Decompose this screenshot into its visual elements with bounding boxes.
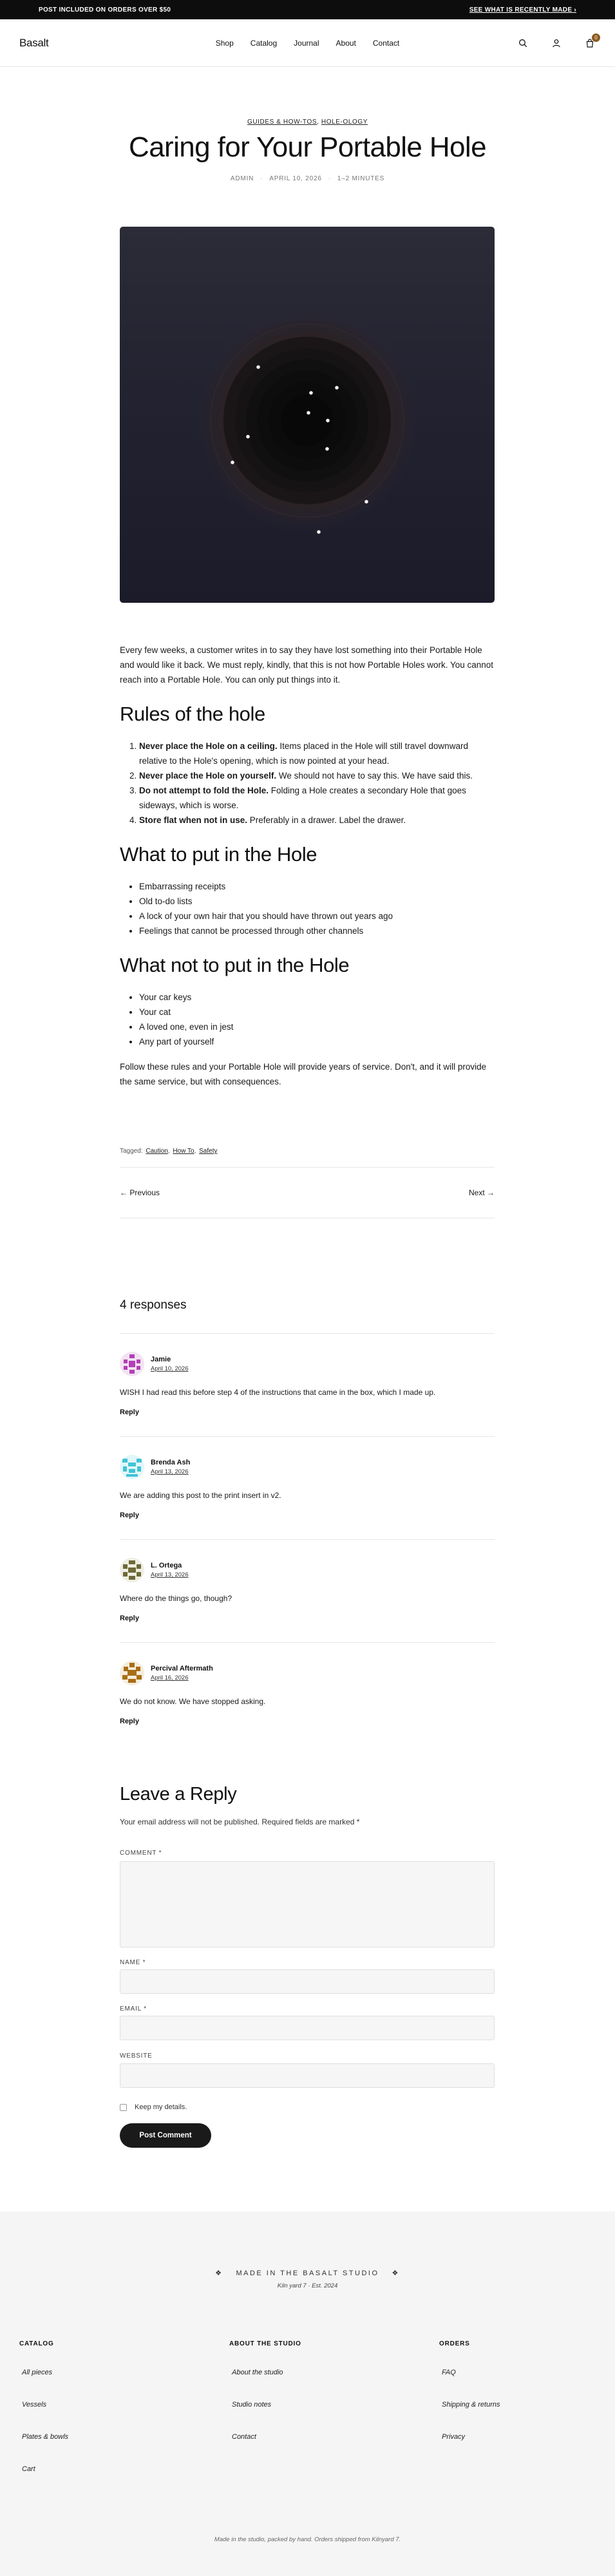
- comment-date[interactable]: April 13, 2026: [151, 1571, 189, 1578]
- next-post-link[interactable]: Next →: [468, 1188, 495, 1197]
- rules-heading: Rules of the hole: [120, 703, 265, 725]
- portable-hole-illustration: [120, 227, 495, 603]
- footer-bottom-text: Made in the studio, packed by hand. Orders shipped from Kilnyard 7.: [214, 2536, 401, 2543]
- comment-author[interactable]: L. Ortega: [151, 1562, 182, 1569]
- post-date: APRIL 10, 2026: [269, 175, 322, 182]
- footer-link[interactable]: Privacy: [442, 2433, 466, 2441]
- article-intro: Every few weeks, a customer writes in to say they have lost something into their Portable Hole and would like it back. We must reply, kindly, that this is not how Portable Holes work. You cannot reach into a Portable Hole. You can only put things into it.: [120, 645, 494, 685]
- list-item: 3. Do not attempt to fold the Hole. Folding a Hole creates a secondary Hole that goes sideways, which is worse.: [139, 783, 495, 813]
- footer-made-text: MADE IN THE BASALT STUDIO: [236, 2269, 379, 2277]
- nav-contact[interactable]: Contact: [372, 39, 400, 48]
- list-item: • Feelings that cannot be processed through other channels: [139, 923, 495, 938]
- footer-made-sub: Kiln yard 7 · Est. 2024: [277, 2282, 338, 2289]
- category-link[interactable]: GUIDES & HOW-TOS: [247, 118, 317, 126]
- nav-journal[interactable]: Journal: [294, 39, 319, 48]
- comment-author[interactable]: Percival Aftermath: [151, 1665, 213, 1672]
- footer-link[interactable]: Shipping & returns: [442, 2401, 500, 2409]
- email-label: EMAIL *: [120, 2005, 147, 2012]
- rules-list: [120, 739, 495, 828]
- footer-heading: CATALOG: [19, 2340, 54, 2347]
- comment-date[interactable]: April 16, 2026: [151, 1674, 189, 1681]
- list-item: • A lock of your own hair that you should have thrown out years ago: [139, 909, 495, 923]
- comment: [120, 1333, 495, 1436]
- footer-link[interactable]: FAQ: [442, 2369, 456, 2376]
- put-list: [120, 879, 495, 938]
- avatar: [120, 1558, 144, 1582]
- article-body: [120, 643, 495, 1089]
- post-categories: [0, 118, 615, 126]
- avatar: [120, 1352, 144, 1376]
- announcement-link[interactable]: SEE WHAT IS RECENTLY MADE ›: [469, 6, 576, 14]
- footer-link[interactable]: All pieces: [22, 2369, 53, 2376]
- reply-link[interactable]: Reply: [120, 1615, 139, 1622]
- footer-link[interactable]: About the studio: [232, 2369, 283, 2376]
- account-icon[interactable]: [551, 37, 562, 49]
- footer-heading: ABOUT THE STUDIO: [229, 2340, 301, 2347]
- footer-heading: ORDERS: [439, 2340, 470, 2347]
- list-item: • A loved one, even in jest: [139, 1019, 495, 1034]
- website-label: WEBSITE: [120, 2052, 153, 2060]
- list-item: 4. Store flat when not in use. Preferably in a drawer. Label the drawer.: [139, 813, 495, 828]
- footer-column-orders: [439, 2340, 500, 2441]
- post-author[interactable]: ADMIN: [230, 175, 254, 182]
- list-item: • Old to-do lists: [139, 894, 495, 909]
- list-item: 2. Never place the Hole on yourself. We should not have to say this. We have said this.: [139, 768, 495, 783]
- post-navigation: [120, 1167, 495, 1218]
- nav-about[interactable]: About: [336, 39, 356, 48]
- comment: [120, 1539, 495, 1642]
- post-read-time: 1–2 MINUTES: [337, 175, 385, 182]
- search-icon[interactable]: [517, 37, 529, 49]
- comment-text: Where do the things go, though?: [120, 1594, 232, 1603]
- footer-link[interactable]: Vessels: [22, 2401, 47, 2409]
- not-put-heading: What not to put in the Hole: [120, 954, 350, 976]
- avatar: [120, 1455, 144, 1479]
- reply-note: Your email address will not be published. Required fields are marked *: [120, 1817, 360, 1826]
- comment-author[interactable]: Brenda Ash: [151, 1459, 191, 1466]
- comment-text: We do not know. We have stopped asking.: [120, 1697, 266, 1706]
- comment-date[interactable]: April 13, 2026: [151, 1468, 189, 1475]
- nav-shop[interactable]: Shop: [215, 39, 234, 48]
- nav-catalog[interactable]: Catalog: [250, 39, 278, 48]
- category-separator: ,: [317, 118, 319, 126]
- footer-link[interactable]: Plates & bowls: [22, 2433, 69, 2441]
- list-item: • Embarrassing receipts: [139, 879, 495, 894]
- comment: [120, 1436, 495, 1539]
- remember-label: Keep my details.: [135, 2103, 187, 2111]
- list-item: • Your car keys: [139, 990, 495, 1005]
- footer-link[interactable]: Studio notes: [232, 2401, 272, 2409]
- cart-count-badge: 0: [592, 33, 600, 42]
- reply-heading: Leave a Reply: [120, 1784, 237, 1804]
- flourish-icon: ❖: [392, 2269, 400, 2277]
- list-item: 1. Never place the Hole on a ceiling. Items placed in the Hole will still travel downward relative to the Hole's opening, which is now pointed at your head.: [139, 739, 495, 768]
- comment-author[interactable]: Jamie: [151, 1356, 171, 1363]
- category-link[interactable]: HOLE-OLOGY: [321, 118, 368, 126]
- post-tags: Tagged: Caution, How To, Safety: [120, 1148, 218, 1155]
- hero-image: [120, 227, 495, 603]
- list-item: • Your cat: [139, 1005, 495, 1019]
- cart-icon[interactable]: [584, 34, 598, 49]
- comment-date[interactable]: April 10, 2026: [151, 1365, 189, 1372]
- remember-checkbox[interactable]: [120, 2104, 127, 2111]
- comment-text: WISH I had read this before step 4 of the instructions that came in the box, which I made up.: [120, 1388, 436, 1397]
- website-field[interactable]: [120, 2063, 495, 2088]
- site-footer: [0, 2211, 615, 2576]
- reply-link[interactable]: Reply: [120, 1718, 139, 1725]
- announcement-bar: [0, 0, 615, 19]
- footer-column-about: [229, 2340, 301, 2441]
- comment: [120, 1642, 495, 1745]
- tag-link[interactable]: How To: [173, 1148, 194, 1155]
- comment-label: COMMENT *: [120, 1850, 162, 1857]
- list-item: • Any part of yourself: [139, 1034, 495, 1049]
- put-heading: What to put in the Hole: [120, 843, 317, 866]
- tag-link[interactable]: Caution: [146, 1148, 168, 1155]
- remember-checkbox-row: [120, 2103, 187, 2111]
- byline-separator: ·: [260, 175, 263, 182]
- flourish-icon: ❖: [215, 2269, 223, 2277]
- footer-link[interactable]: Contact: [232, 2433, 256, 2441]
- reply-link[interactable]: Reply: [120, 1408, 139, 1416]
- reply-link[interactable]: Reply: [120, 1511, 139, 1519]
- site-header: [0, 19, 615, 67]
- comment-text: We are adding this post to the print insert in v2.: [120, 1491, 281, 1500]
- footer-made-in: [0, 2267, 615, 2289]
- name-field[interactable]: [120, 1969, 495, 1994]
- site-logo[interactable]: Basalt: [19, 36, 49, 49]
- comment-textarea[interactable]: [120, 1861, 495, 1947]
- tag-link[interactable]: Safety: [199, 1148, 218, 1155]
- name-label: NAME *: [120, 1959, 146, 1966]
- not-put-list: [120, 990, 495, 1049]
- post-byline: [0, 175, 615, 182]
- header-icons: [517, 34, 598, 49]
- avatar: [120, 1661, 144, 1685]
- footer-column-catalog: [19, 2340, 69, 2473]
- tagged-label: Tagged:: [120, 1148, 143, 1155]
- byline-separator: ·: [328, 175, 331, 182]
- announcement-text: POST INCLUDED ON ORDERS OVER $50: [39, 6, 171, 14]
- post-comment-button[interactable]: Post Comment: [120, 2123, 211, 2148]
- previous-post-link[interactable]: ← Previous: [120, 1188, 160, 1197]
- article-closing: Follow these rules and your Portable Hole will provide years of service. Don't, and it will provide the same service, but with consequences.: [120, 1062, 487, 1086]
- post-title: Caring for Your Portable Hole: [129, 131, 486, 163]
- footer-link[interactable]: Cart: [22, 2465, 35, 2473]
- email-field[interactable]: [120, 2016, 495, 2040]
- comments-count: 4 responses: [120, 1298, 187, 1312]
